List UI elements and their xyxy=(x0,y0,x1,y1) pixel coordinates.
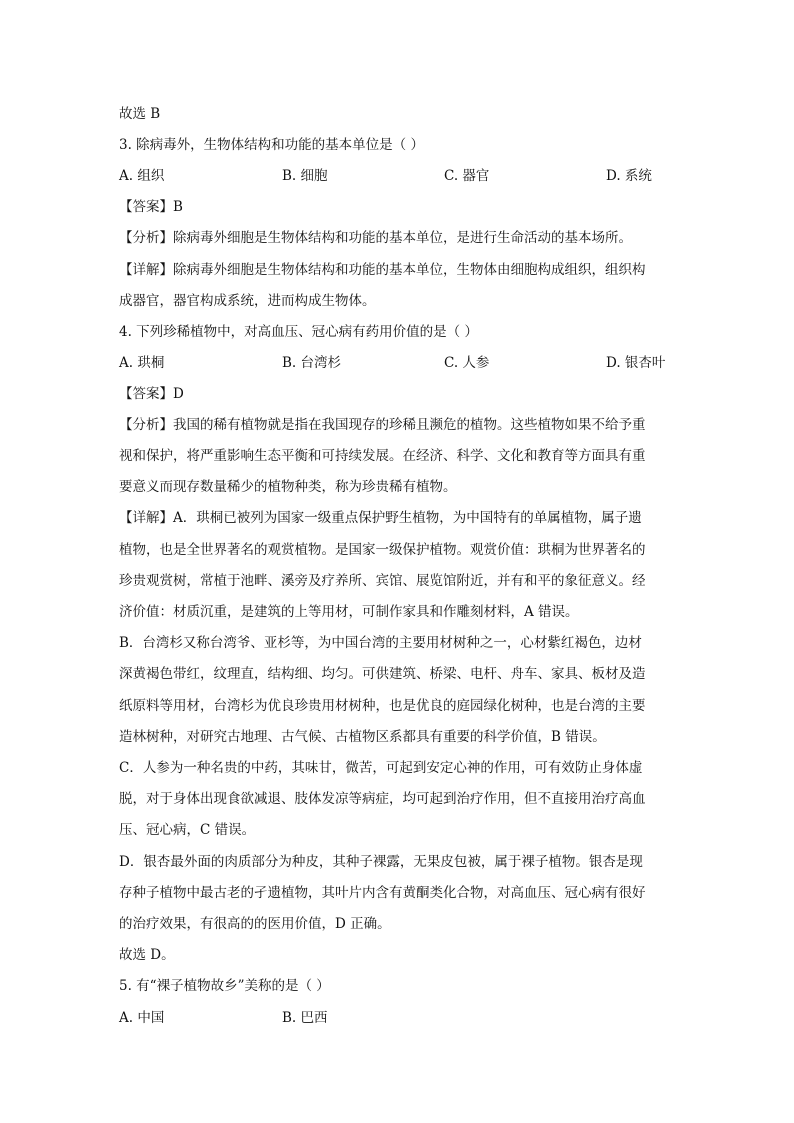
q4-detail-a-line-3: 珍贵观赏树，常植于池畔、溪旁及疗养所、宾馆、展览馆附近，并有和平的象征意义。经 xyxy=(119,573,646,589)
q4-detail-b-line-1: B．台湾杉又称台湾爷、亚杉等，为中国台湾的主要用材树种之一，心材紫红褐色，边材 xyxy=(119,635,642,651)
q3-option-a: A. 组织 xyxy=(119,168,165,184)
q3-option-d: D. 系统 xyxy=(606,168,652,184)
q4-detail-b-line-2: 深黄褐色带红，纹理直，结构细、均匀。可供建筑、桥梁、电杆、舟车、家具、板材及造 xyxy=(119,666,646,682)
question-4-stem: 4. 下列珍稀植物中，对高血压、冠心病有药用价值的是（ ） xyxy=(119,324,478,340)
q4-detail-a-line-2: 植物，也是全世界著名的观赏植物。是国家一级保护植物。观赏价值：珙桐为世界著名的 xyxy=(119,542,646,558)
q3-detail-line-2: 成器官，器官构成系统，进而构成生物体。 xyxy=(119,293,376,309)
q4-option-c: C. 人参 xyxy=(444,355,490,371)
q3-analysis: 【分析】除病毒外细胞是生物体结构和功能的基本单位，是进行生命活动的基本场所。 xyxy=(119,230,632,246)
q4-analysis-line-1: 【分析】我国的稀有植物就是指在我国现存的珍稀且濒危的植物。这些植物如果不给予重 xyxy=(119,417,646,433)
q4-detail-b-line-3: 纸原料等用材，台湾杉为优良珍贵用材树种，也是优良的庭园绿化树种，也是台湾的主要 xyxy=(119,698,646,714)
question-4-options xyxy=(119,353,679,373)
q5-option-b: B. 巴西 xyxy=(282,1010,328,1026)
q4-analysis-line-3: 要意义而现存数量稀少的植物种类，称为珍贵稀有植物。 xyxy=(119,479,457,495)
q4-detail-c-line-1: C．人参为一种名贵的中药，其味甘，微苦，可起到安定心神的作用，可有效防止身体虚 xyxy=(119,760,643,776)
question-5-options xyxy=(119,1008,679,1028)
q4-detail-c-line-3: 压、冠心病，C 错误。 xyxy=(119,822,256,838)
q4-analysis-line-2: 视和保护，将严重影响生态平衡和可持续发展。在经济、科学、文化和教育等方面具有重 xyxy=(119,448,646,464)
q4-detail-d-line-2: 存种子植物中最古老的孑遗植物，其叶片内含有黄酮类化合物，对高血压、冠心病有很好 xyxy=(119,885,646,901)
question-3-options xyxy=(119,166,679,186)
q3-detail-line-1: 【详解】除病毒外细胞是生物体结构和功能的基本单位，生物体由细胞构成组织，组织构 xyxy=(119,262,646,278)
q4-detail-d-line-3: 的治疗效果，有很高的的医用价值，D 正确。 xyxy=(119,916,391,932)
previous-answer-conclusion: 故选 B xyxy=(119,106,161,122)
q4-detail-c-line-2: 脱，对于身体出现食欲减退、肢体发凉等病症，均可起到治疗作用，但不直接用治疗高血 xyxy=(119,791,646,807)
q5-option-a: A. 中国 xyxy=(119,1010,165,1026)
q4-detail-a-line-4: 济价值：材质沉重，是建筑的上等用材，可制作家具和作雕刻材料，A 错误。 xyxy=(119,604,579,620)
q4-answer: 【答案】D xyxy=(119,386,184,402)
q3-option-c: C. 器官 xyxy=(444,168,490,184)
q4-detail-d-line-1: D．银杏最外面的肉质部分为种皮，其种子裸露，无果皮包被，属于裸子植物。银杏是现 xyxy=(119,854,643,870)
question-3-stem: 3. 除病毒外，生物体结构和功能的基本单位是（ ） xyxy=(119,137,424,153)
question-5-stem: 5. 有“裸子植物故乡”美称的是（ ） xyxy=(119,978,330,994)
q3-option-b: B. 细胞 xyxy=(282,168,328,184)
q3-answer: 【答案】B xyxy=(119,199,183,215)
q4-detail-b-line-4: 造林树种，对研究古地理、古气候、古植物区系都具有重要的科学价值，B 错误。 xyxy=(119,729,606,745)
q4-detail-a-line-1: 【详解】A．珙桐已被列为国家一级重点保护野生植物，为中国特有的单属植物，属子遗 xyxy=(119,510,642,526)
q4-conclusion: 故选 D。 xyxy=(119,947,175,963)
q4-option-d: D. 银杏叶 xyxy=(606,355,666,371)
q4-option-b: B. 台湾杉 xyxy=(282,355,342,371)
q4-option-a: A. 珙桐 xyxy=(119,355,165,371)
